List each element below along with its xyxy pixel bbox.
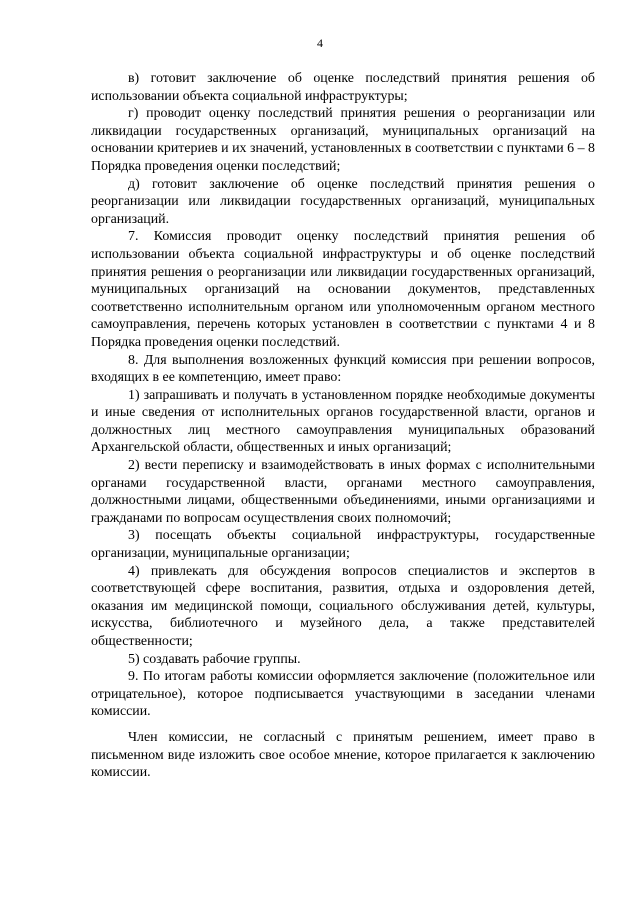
paragraph-v: в) готовит заключение об оценке последствий принятия решения об использовании объекта социальной инфраструктуры; xyxy=(91,71,595,104)
paragraph-8: 8. Для выполнения возложенных функций комиссия при решении вопросов, входящих в ее компетенцию, имеет право: xyxy=(91,352,595,386)
document-body xyxy=(91,70,595,782)
paragraph-8-item-3: 3) посещать объекты социальной инфраструктуры, государственные организации, муниципальные организации; xyxy=(91,528,595,562)
paragraph-9: 9. По итогам работы комиссии оформляется заключение (положительное или отрицательное), которое подписывается участвующими в заседании членами комиссии. xyxy=(91,669,595,720)
paragraph-g: г) проводит оценку последствий принятия решения о реорганизации или ликвидации государственных организаций, муниципальных организаций на основании критериев и их значений, установленных в соответствии с пунктами 6 – 8 Порядка проведения оценки последствий; xyxy=(91,106,595,174)
paragraph-8-item-4: 4) привлекать для обсуждения вопросов специалистов и экспертов в соответствующей сфере воспитания, развития, отдыха и оздоровления детей, оказания им медицинской помощи, социального обслуживания детей, культуры, искусства, библиотечного и музейного дела, а также представителей общественности; xyxy=(91,563,595,649)
paragraph-8-item-5: 5) создавать рабочие группы. xyxy=(128,651,301,667)
page-number: 4 xyxy=(317,36,323,50)
paragraph-8-item-2: 2) вести переписку и взаимодействовать в иных формах с исполнительными органами государственной власти, органами местного самоуправления, должностными лицами, общественными объединениями, иными организациями и гражданами по вопросам осуществления своих полномочий; xyxy=(91,458,595,526)
paragraph-d: д) готовит заключение об оценке последствий принятия решения о реорганизации или ликвидации государственных организаций, муниципальных организаций. xyxy=(91,176,595,227)
paragraph-8-item-1: 1) запрашивать и получать в установленном порядке необходимые документы и иные сведения от исполнительных органов государственной власти, органов и должностных лиц местного самоуправления муниципальных образований Архангельской области, общественных и иных организаций; xyxy=(91,387,595,456)
paragraph-dissent: Член комиссии, не согласный с принятым решением, имеет право в письменном виде изложить свое особое мнение, которое прилагается к заключению комиссии. xyxy=(91,729,595,781)
paragraph-7: 7. Комиссия проводит оценку последствий принятия решения об использовании объекта социальной инфраструктуры и об оценке последствий принятия решения о реорганизации или ликвидации государственных организаций, муниципальных организаций на основании документов, представленных соответственно исполнительным органом или уполномоченным органом местного самоуправления, перечень которых установлен в соответствии с пунктами 4 и 8 Порядка проведения оценки последствий. xyxy=(91,229,595,350)
